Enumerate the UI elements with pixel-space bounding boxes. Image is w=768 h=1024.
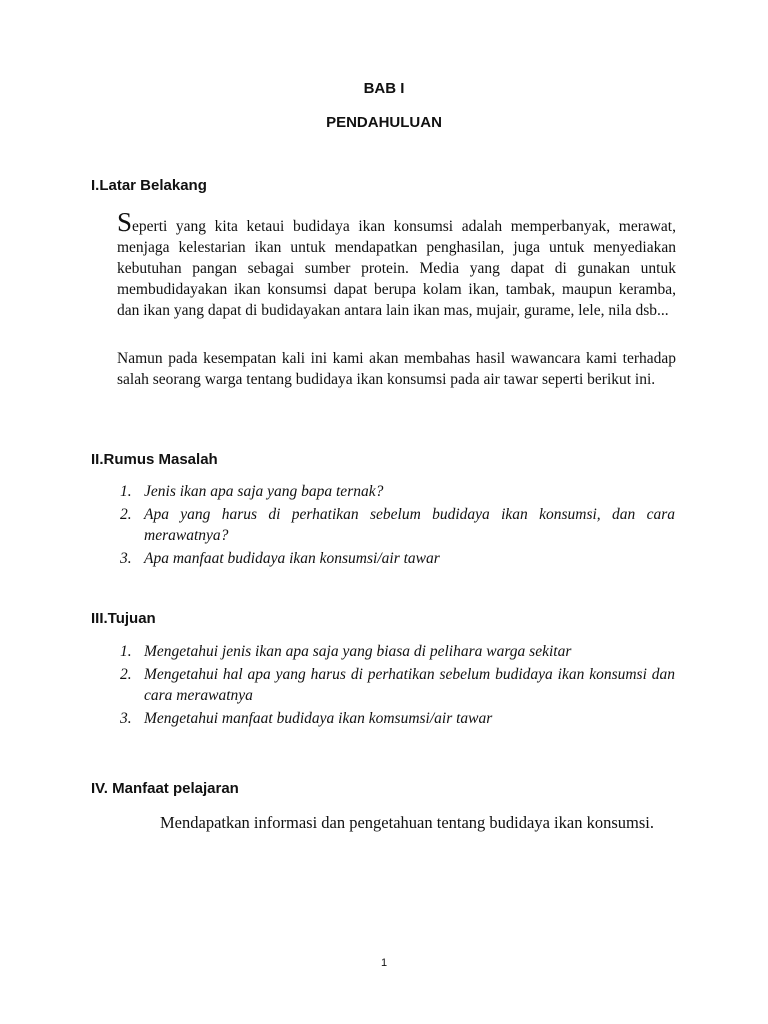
list-item [120, 548, 675, 570]
list-item-text: Mengetahui jenis ikan apa saja yang biasa di pelihara warga sekitar [144, 643, 572, 660]
list-item-number: 2. [120, 665, 132, 683]
heading-manfaat: IV. Manfaat pelajaran [91, 780, 239, 797]
page-number: 1 [380, 957, 388, 969]
list-item-number: 2. [120, 505, 132, 523]
list-item-text: Apa manfaat budidaya ikan konsumsi/air tawar [144, 549, 440, 567]
chapter-label: BAB I [363, 80, 405, 97]
list-item-text: Mengetahui manfaat budidaya ikan komsumsi/air tawar [144, 709, 493, 727]
list-item-text: Mengetahui hal apa yang harus di perhatikan sebelum budidaya ikan konsumsi dan cara merawatnya [144, 665, 675, 704]
list-item-number: 1. [120, 483, 132, 500]
heading-rumus-masalah: II.Rumus Masalah [91, 451, 218, 468]
list-item-text: Apa yang harus di perhatikan sebelum budidaya ikan konsumsi, dan cara merawatnya? [144, 505, 675, 544]
tujuan-list [120, 641, 675, 730]
latar-belakang-paragraph-2: Namun pada kesempatan kali ini kami akan membahas hasil wawancara kami terhadap salah seorang warga tentang budidaya ikan konsumsi pada air tawar seperti berikut ini. [117, 350, 676, 388]
latar-belakang-paragraph-1 [117, 207, 676, 321]
list-item [120, 708, 675, 730]
list-item-text: Jenis ikan apa saja yang bapa ternak? [144, 483, 384, 500]
list-item [120, 641, 675, 663]
list-item-number: 3. [120, 549, 132, 567]
rumus-masalah-list [120, 481, 675, 570]
heading-latar-belakang: I.Latar Belakang [91, 177, 207, 194]
list-item-number: 3. [120, 709, 132, 727]
list-item [120, 664, 675, 707]
chapter-title: PENDAHULUAN [326, 114, 442, 131]
manfaat-paragraph: Mendapatkan informasi dan pengetahuan tentang budidaya ikan konsumsi. [160, 813, 654, 832]
list-item [120, 481, 675, 503]
drop-cap: S [117, 207, 133, 237]
list-item [120, 504, 675, 547]
heading-tujuan: III.Tujuan [91, 610, 156, 627]
list-item-number: 1. [120, 643, 132, 660]
paragraph-1-text: eperti yang kita ketaui budidaya ikan konsumsi adalah memperbanyak, merawat, menjaga kelestarian ikan untuk mendapatkan penghasilan, juga untuk menyediakan kebutuhan pangan sebagai sumber protein. Media yang dapat di gunakan untuk membudidayakan ikan konsumsi dapat berupa kolam ikan, tambak, maupun keramba, dan ikan yang dapat di budidayakan antara lain ikan mas, mujair, gurame, lele, nila dsb... [117, 218, 676, 319]
